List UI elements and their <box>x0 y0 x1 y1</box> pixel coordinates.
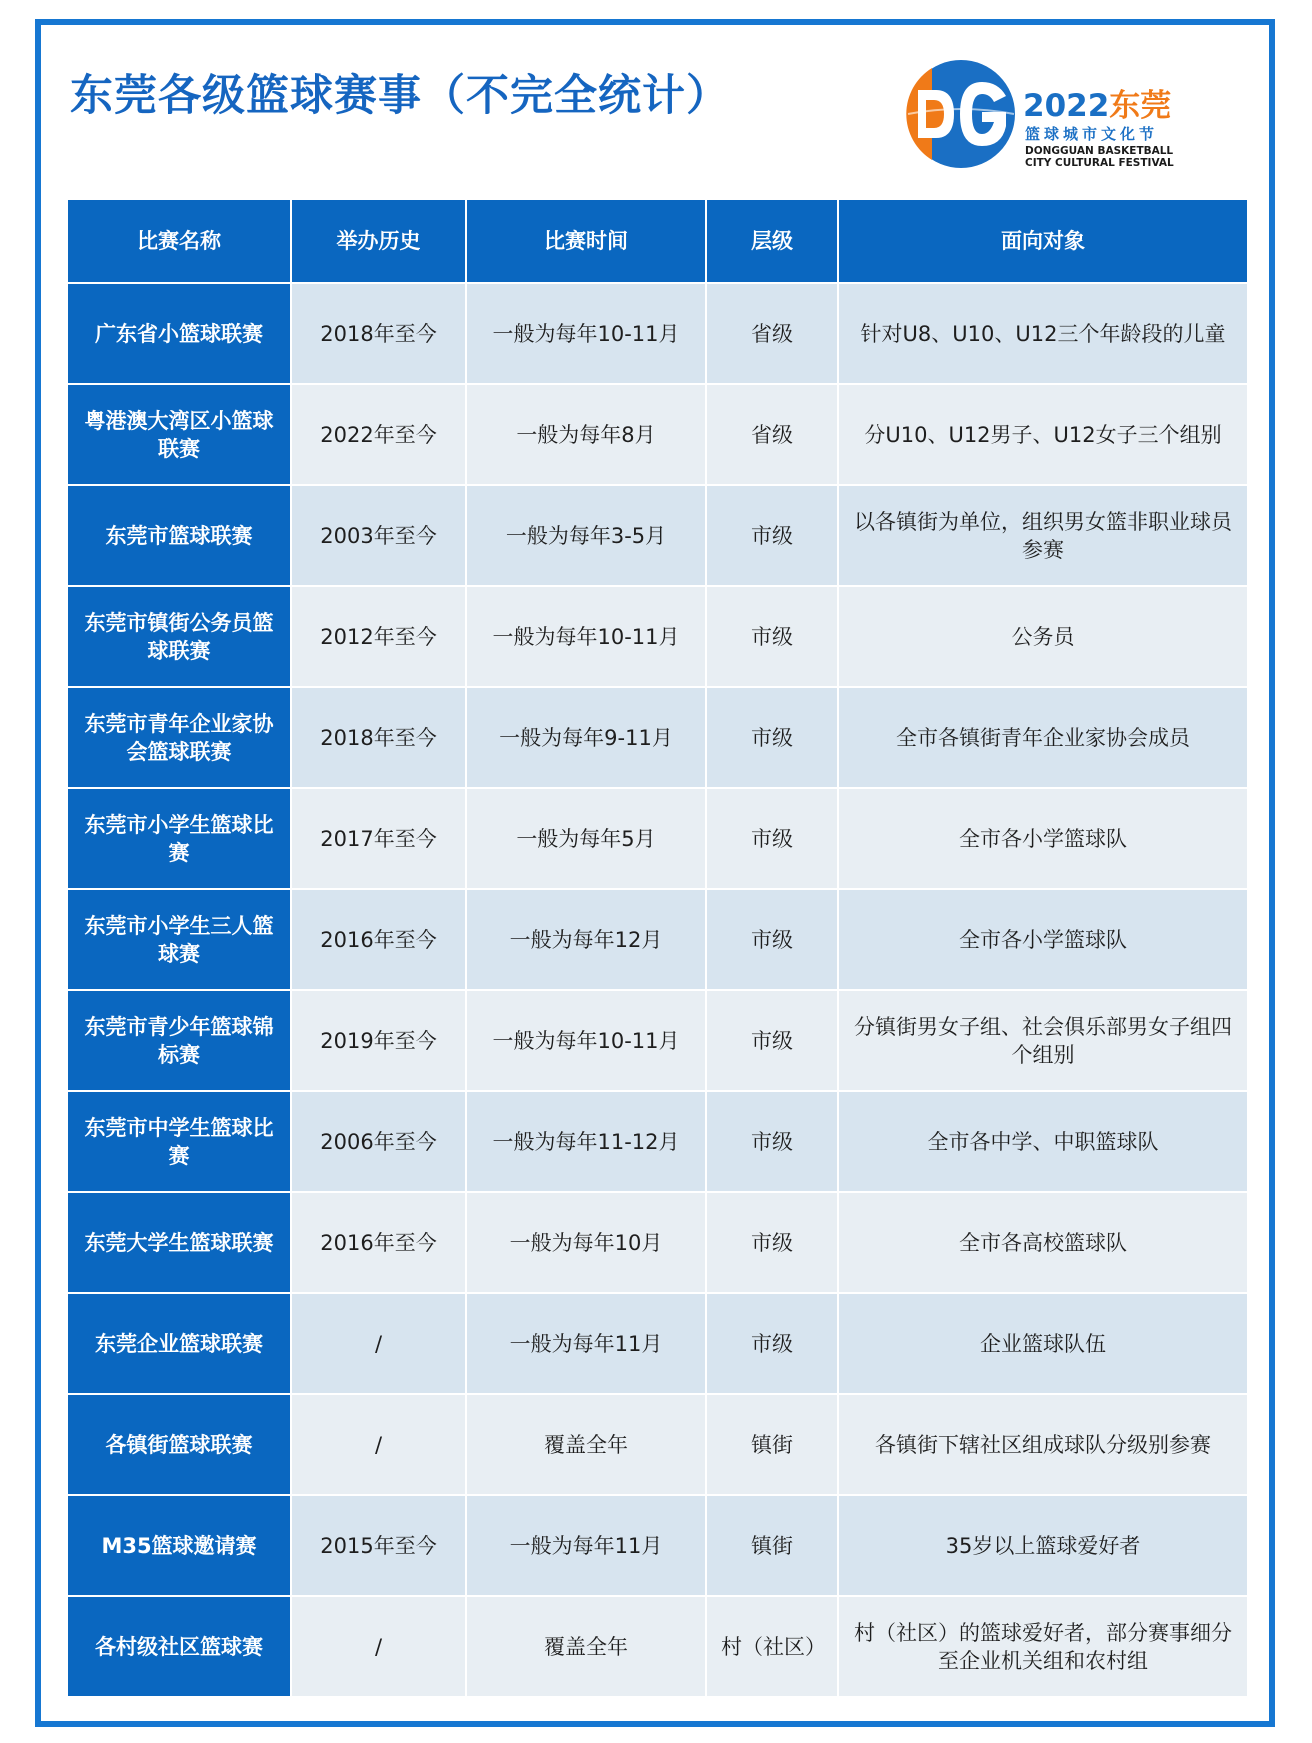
table-header-row <box>67 199 1248 283</box>
cell-time: 覆盖全年 <box>466 1596 706 1697</box>
table-row <box>67 889 1248 990</box>
cell-level: 省级 <box>706 283 838 384</box>
header-level: 层级 <box>706 199 838 283</box>
table-row <box>67 283 1248 384</box>
table-row <box>67 990 1248 1091</box>
cell-competition-name: 粤港澳大湾区小篮球联赛 <box>67 384 291 485</box>
cell-level: 市级 <box>706 1091 838 1192</box>
cell-audience: 全市各中学、中职篮球队 <box>838 1091 1248 1192</box>
cell-history: 2006年至今 <box>291 1091 466 1192</box>
cell-audience: 以各镇街为单位，组织男女篮非职业球员参赛 <box>838 485 1248 586</box>
cell-time: 覆盖全年 <box>466 1394 706 1495</box>
cell-history: 2019年至今 <box>291 990 466 1091</box>
cell-history: 2012年至今 <box>291 586 466 687</box>
cell-audience: 各镇街下辖社区组成球队分级别参赛 <box>838 1394 1248 1495</box>
cell-level: 市级 <box>706 1293 838 1394</box>
table-row <box>67 1293 1248 1394</box>
cell-competition-name: 广东省小篮球联赛 <box>67 283 291 384</box>
cell-competition-name: 东莞市篮球联赛 <box>67 485 291 586</box>
cell-time: 一般为每年11月 <box>466 1293 706 1394</box>
cell-level: 市级 <box>706 687 838 788</box>
cell-history: 2017年至今 <box>291 788 466 889</box>
table-row <box>67 1394 1248 1495</box>
competition-table <box>66 198 1249 1698</box>
cell-competition-name: 东莞市中学生篮球比赛 <box>67 1091 291 1192</box>
logo-title <box>1023 90 1171 122</box>
cell-competition-name: 各镇街篮球联赛 <box>67 1394 291 1495</box>
cell-competition-name: 东莞市青年企业家协会篮球联赛 <box>67 687 291 788</box>
basketball-dg-logo-icon <box>902 56 1020 171</box>
logo-en-line2: CITY CULTURAL FESTIVAL <box>1025 157 1174 169</box>
table-row <box>67 384 1248 485</box>
cell-audience: 全市各高校篮球队 <box>838 1192 1248 1293</box>
cell-time: 一般为每年9-11月 <box>466 687 706 788</box>
table-row <box>67 1495 1248 1596</box>
cell-history: 2016年至今 <box>291 1192 466 1293</box>
festival-logo <box>902 56 1192 171</box>
cell-level: 市级 <box>706 788 838 889</box>
cell-level: 市级 <box>706 1192 838 1293</box>
cell-audience: 全市各小学篮球队 <box>838 788 1248 889</box>
cell-level: 镇街 <box>706 1394 838 1495</box>
cell-audience: 针对U8、U10、U12三个年龄段的儿童 <box>838 283 1248 384</box>
cell-history: 2015年至今 <box>291 1495 466 1596</box>
cell-level: 镇街 <box>706 1495 838 1596</box>
cell-competition-name: 东莞市镇街公务员篮球联赛 <box>67 586 291 687</box>
cell-audience: 全市各镇街青年企业家协会成员 <box>838 687 1248 788</box>
cell-time: 一般为每年5月 <box>466 788 706 889</box>
cell-competition-name: 东莞市青少年篮球锦标赛 <box>67 990 291 1091</box>
table-row <box>67 1091 1248 1192</box>
table-row <box>67 586 1248 687</box>
cell-audience: 企业篮球队伍 <box>838 1293 1248 1394</box>
cell-history: 2003年至今 <box>291 485 466 586</box>
cell-time: 一般为每年10-11月 <box>466 283 706 384</box>
cell-competition-name: 东莞市小学生三人篮球赛 <box>67 889 291 990</box>
cell-history: / <box>291 1394 466 1495</box>
cell-time: 一般为每年3-5月 <box>466 485 706 586</box>
cell-level: 市级 <box>706 889 838 990</box>
header-competition-name: 比赛名称 <box>67 199 291 283</box>
table-row <box>67 687 1248 788</box>
cell-audience: 村（社区）的篮球爱好者，部分赛事细分至企业机关组和农村组 <box>838 1596 1248 1697</box>
cell-history: / <box>291 1293 466 1394</box>
cell-time: 一般为每年10月 <box>466 1192 706 1293</box>
logo-en-subtitle <box>1025 145 1174 169</box>
logo-city: 东莞 <box>1109 88 1172 124</box>
cell-audience: 全市各小学篮球队 <box>838 889 1248 990</box>
cell-time: 一般为每年12月 <box>466 889 706 990</box>
cell-audience: 分U10、U12男子、U12女子三个组别 <box>838 384 1248 485</box>
cell-time: 一般为每年10-11月 <box>466 586 706 687</box>
cell-level: 村（社区） <box>706 1596 838 1697</box>
cell-level: 市级 <box>706 990 838 1091</box>
cell-audience: 分镇街男女子组、社会俱乐部男女子组四个组别 <box>838 990 1248 1091</box>
cell-time: 一般为每年8月 <box>466 384 706 485</box>
cell-history: 2016年至今 <box>291 889 466 990</box>
cell-competition-name: 东莞大学生篮球联赛 <box>67 1192 291 1293</box>
table-row <box>67 1596 1248 1697</box>
cell-audience: 35岁以上篮球爱好者 <box>838 1495 1248 1596</box>
table-row <box>67 1192 1248 1293</box>
logo-year: 2022 <box>1023 88 1110 124</box>
cell-level: 省级 <box>706 384 838 485</box>
cell-time: 一般为每年10-11月 <box>466 990 706 1091</box>
logo-cn-subtitle: 篮球城市文化节 <box>1025 125 1159 143</box>
cell-history: 2018年至今 <box>291 283 466 384</box>
header-history: 举办历史 <box>291 199 466 283</box>
table-row <box>67 788 1248 889</box>
cell-competition-name: 东莞市小学生篮球比赛 <box>67 788 291 889</box>
cell-level: 市级 <box>706 586 838 687</box>
logo-en-line1: DONGGUAN BASKETBALL <box>1025 145 1174 157</box>
cell-history: 2022年至今 <box>291 384 466 485</box>
header-time: 比赛时间 <box>466 199 706 283</box>
header-audience: 面向对象 <box>838 199 1248 283</box>
cell-level: 市级 <box>706 485 838 586</box>
cell-time: 一般为每年11-12月 <box>466 1091 706 1192</box>
cell-time: 一般为每年11月 <box>466 1495 706 1596</box>
table-row <box>67 485 1248 586</box>
cell-competition-name: 东莞企业篮球联赛 <box>67 1293 291 1394</box>
cell-history: / <box>291 1596 466 1697</box>
cell-competition-name: M35篮球邀请赛 <box>67 1495 291 1596</box>
cell-competition-name: 各村级社区篮球赛 <box>67 1596 291 1697</box>
cell-audience: 公务员 <box>838 586 1248 687</box>
cell-history: 2018年至今 <box>291 687 466 788</box>
page-title: 东莞各级篮球赛事（不完全统计） <box>70 71 730 121</box>
